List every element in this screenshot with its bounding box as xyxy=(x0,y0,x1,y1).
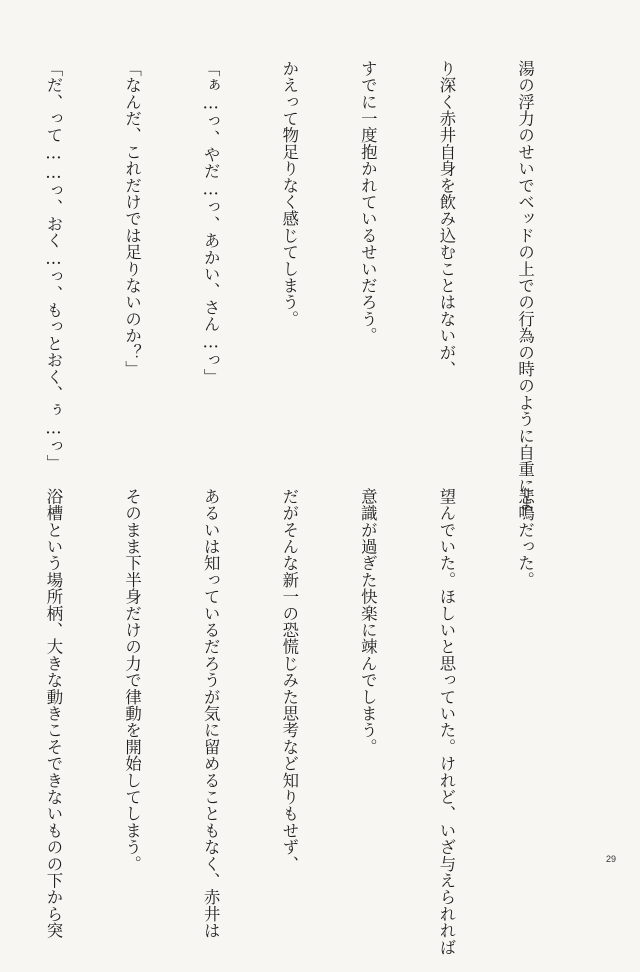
text-line: 浴槽という場所柄、大きな動きこそできないものの下から突 xyxy=(43,488,63,939)
text-line: 「だ、って……っ、おく…っ、もっとおく、ぅ…っ」 xyxy=(43,60,63,472)
text-line: 悲鳴だった。 xyxy=(515,488,535,589)
text-line: すでに一度抱かれているせいだろう。 xyxy=(358,60,378,344)
text-line: あるいは知っているだろうが気に留めることもなく、赤井は xyxy=(201,488,221,939)
page-number: 29 xyxy=(605,854,616,864)
text-line: そのまま下半身だけの力で律動を開始してしまう。 xyxy=(122,488,142,873)
text-line: だがそんな新一の恐慌じみた思考など知りもせず、 xyxy=(279,488,299,873)
upper-text-block xyxy=(43,60,590,511)
lower-text-block xyxy=(43,488,590,956)
text-line: 湯の浮力のせいでベッドの上での行為の時のように自重によ xyxy=(515,60,535,511)
text-line: 「なんだ、これだけでは足りないのか？」 xyxy=(122,60,142,378)
text-line: 意識が過ぎた快楽に竦んでしまう。 xyxy=(358,488,378,756)
text-line: り深く赤井自身を飲み込むことはないが、 xyxy=(436,60,456,378)
text-line: 「ぁ…っ、やだ…っ、あかい、さん…っ」 xyxy=(201,60,221,386)
text-line: かえって物足りなく感じてしまう。 xyxy=(279,60,299,328)
text-line: 望んでいた。ほしいと思っていた。けれど、いざ与えられれば xyxy=(436,488,456,956)
